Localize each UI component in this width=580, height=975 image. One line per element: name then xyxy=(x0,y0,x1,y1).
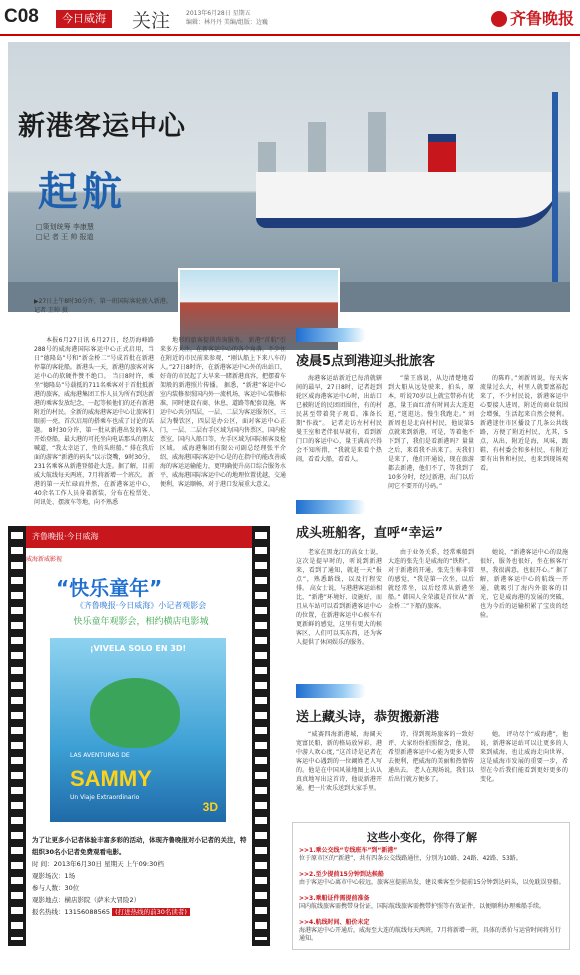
page-header xyxy=(0,0,580,36)
ad-place-value: 横店影院（萨米大冒险2） xyxy=(64,896,141,904)
credit-line: □策划统筹 李康慧 xyxy=(36,223,94,231)
section1-col1: 海港客运站新近已每消就辖间的最早，27日8时，记者赶到轮区威海港客运中心时，出站口已被附近的民团团围住，有的村民甚至带着凳子观看，准备长期“作战”。 记者走访左村村民曼王室和老伴很早就有，看到新门口的客运中心，量王满高兴得会不知所措，“我就是来看个热闹，看看大船，看看人。 xyxy=(296,375,382,463)
change-item-head: >>3.乘船证件需提前准备 xyxy=(299,895,370,902)
ad-info xyxy=(32,834,248,918)
film-holes xyxy=(255,532,267,940)
port-crane xyxy=(552,92,558,292)
change-item-head: >>1.乘公交线“专线班车”到“新港” xyxy=(299,847,398,854)
poster-subtitle: Un Viaje Extraordinario xyxy=(70,794,140,801)
ad-time xyxy=(32,858,248,870)
section-badge: 今日威海 xyxy=(56,10,112,28)
column-title: 关注 xyxy=(132,10,171,32)
poster-3d-badge: 3D xyxy=(202,800,218,814)
ad-time-label: 时 间： xyxy=(32,860,54,868)
lead-article-col2: 地形的旅客提供咨询服务。 新港“首航”引来多方关注，在新客运中心的各个角落，不少住在附近的市民前来参观，“刚认船上下来八车的人。”27日8时许，在新港客运中心外的出站口，好奇的市民起了大早来一睹新港真容，把摆着车架般的新港照片传播。 据悉，“新港”客运中心室内装修参照国内外一流机场，客运中心装修标准，同时建设有商、休息，道路等配套设施，客运中心共分四层，一层、二层为客运服务区，三层为餐饮区，四层是办公区，面对客运中心正门，一层、二层右手区域为国内售票区，国内检票室，国内入船口等，左手区域为国际候客及检区域。 威海港集团有限公司副总经理张平介绍，威海港国际客运中心是的在指中的能改善威海的客运运输能力，更明确使升高口综合服务水平，威海港国际客运中心的地理位置优越，交通便利，客运顺畅，对于港口发展重大意义。 xyxy=(160,337,287,488)
movie-poster xyxy=(50,638,226,822)
ship-funnel xyxy=(428,134,456,174)
section2-col3: 她说，“新港客运中心的设施很好，服务也很好，坐在候客厅里，我很满意，也很开心。” 据了解，新港客运中心的航线一开通，就吸引了海内外旅客的目光，它是威海港的发展的突破，也为今后的运输积累了宝贵的经验。 xyxy=(480,549,568,619)
section-head-bar xyxy=(296,684,366,698)
turtle-illustration xyxy=(90,678,180,748)
change-item-text: 由于客运中心离市中心较远，旅客应提前出发，建议乘客至少提前15分钟到达码头，以免耽误登船。 xyxy=(299,879,565,886)
section1-col2: ”量王盛说，从边清楚地看到大船从远处驶来，拍头，原本，听说70岁以上就宝带孙有优惠，量王面红清有时间去大连逛逛，”逛逛达。慢生我跑走。” 刘新周也是北向村村民，他说第5点就来到新港，可是，等着他不下到了，我们是看新港吗？量量之后，来看我不出来了。天我们是来了，他们开通说，现在旅游都去新港，他们不了，等我到了10多分时，经过新港，出门以后问它不要开的号码。” xyxy=(388,375,474,490)
section-heading: 成头班船客，直呼“幸运” xyxy=(296,526,444,541)
ad-intro: 为了让更多小记者体验丰富多彩的活动，体现齐鲁晚报对小记者的关注，特组织30名小记者免费观看电影。 xyxy=(32,836,247,856)
issue-date xyxy=(186,9,268,27)
change-item xyxy=(299,919,565,943)
section2-col2: 由于业务关系，经常乘船到大连的张先生是威海的“铁粉”，对于新港的开通，张先生称非常的感觉，“我是第一次坐，以后就经常坐，以后经常从新港坐船。” 韩国人全荣淑是首位从“新金桥二”下船的旅客。 xyxy=(388,549,474,610)
ad-place-label: 观影地点： xyxy=(32,896,65,904)
ad-body xyxy=(26,526,252,946)
section-head-bar xyxy=(296,328,366,342)
change-item-text: 国内航线旅客需携带身份证，国际航线旅客需携带护照等有效证件，以便顺利办理乘船手续。 xyxy=(299,903,546,910)
ad-phone-value: 13156088565 xyxy=(64,908,110,916)
section-heading: 送上藏头诗，恭贺搬新港 xyxy=(296,710,440,725)
ad-hall xyxy=(32,870,248,882)
ad-place xyxy=(32,894,248,906)
feature-subtitle: 起航 xyxy=(38,168,126,215)
ad-subtitle-2: 快乐童年观影会，相约横店电影城 xyxy=(73,617,209,627)
section-head-bar xyxy=(296,500,366,514)
photo-caption: ▶27日上午8时30分许，第一班国际客轮驶入新港。 记者 王帅 摄 xyxy=(34,298,172,314)
film-holes xyxy=(11,532,23,940)
change-item-head: >>2.至少提前15分钟到达候船 xyxy=(299,871,384,878)
ad-hall-value: 1场 xyxy=(64,872,76,880)
change-item xyxy=(299,895,565,911)
poster-tagline: ¡VIVELA SOLO EN 3D! xyxy=(89,644,187,653)
ferry-ship xyxy=(256,172,556,228)
poster-small-title: LAS AVENTURAS DE xyxy=(70,752,130,759)
lead-article-col1: 本报6月27日讯 6月27日，经历海峰路288号的威海港国际客运中心正式启用，当日“德隆岛”号和“新金桥二”号成首批在新港停靠的客轮船。新港头一天，新港的旅客对客运中心的软硬件赞不绝口。 当日8时许，乘坐“德隆岛”号载抵的711名乘客对于首批抵新港的旅客，威海港集团工作人员为所有到达新港的乘客发放纪念，一起等候他们的还有新港附近的村民。全新的威海港客运中心让旅客们眼前一亮，首次启用的搭乘车也成了讨论的话题。 8时30分许，第一批从新港出发的客人开始登船，最大港的可托坐向电话那头的朋友喊道，“我太幸运了，坐的头班船。” 排在我后面的游客“新港的码头”以示饶嘴，9时30分，231名乘客从新港登船赴大连。据了解，目前威大航线每天两班，7月将新增一个班次。 新港的第一天忙碌而井然，在新港客运中心，40余名工作人员身着新装，分布在检票处、问讯处、摆渡车等地，向不熟悉 xyxy=(34,337,155,506)
change-item-text: 位于原市区的“新港”，共有四条公交线路通往，分别为10路、24路、42路、53路。 xyxy=(299,855,522,862)
ad-phone-note: (打进热线的前30名读者) xyxy=(112,908,190,916)
change-item xyxy=(299,847,565,863)
editor-line: 编辑：林丹丹 美编/组版：边巍 xyxy=(186,19,268,26)
change-item-head: >>4.航线时间、船价未定 xyxy=(299,919,370,926)
ad-count-label: 参与人数： xyxy=(32,884,65,892)
poster-title: SAMMY xyxy=(70,766,152,791)
hero-photo xyxy=(8,42,570,312)
section3-col2: 诗，得到现场旅客的一致好评，大家纷纷拍照留念，他说，希望新港客运中心能为更多人带去便利，把威海的美丽和热情传递出去。 老人在现场说，我们以后出行就方便多了。 xyxy=(388,731,474,783)
newspaper-logo xyxy=(491,6,574,29)
changes-title: 这些小变化，你得了解 xyxy=(367,831,477,844)
credit-line: □记 者 王 帅 报道 xyxy=(36,233,94,241)
ad-title: “快乐童年” xyxy=(56,576,163,600)
feature-title: 新港客运中心 xyxy=(18,111,186,142)
ad-count-value: 30位 xyxy=(64,884,80,892)
issue-date-line: 2013年6月28日 星期五 xyxy=(186,10,251,17)
ad-time-value: 2013年6月30日 星期天 上午09:30档 xyxy=(53,860,164,868)
section3-col1: “威赛四海新港城，海阔天宽富民船，新的格局放异彩，港中游人欢心度，”这首诗是记者在客运中心遇到的一位阚姓老人写的。他是在中国风景地图上认认真真地写出这首诗，他说新港开通，把一片欢乐送到大家手里。 xyxy=(296,731,382,792)
page-number: C08 xyxy=(4,6,39,27)
ad-hall-label: 观影场次： xyxy=(32,872,65,880)
paper-name: 齐鲁晚报 xyxy=(509,9,574,28)
ad-phone xyxy=(32,906,248,918)
ad-subtitle: 《齐鲁晚报·今日威海》小记者观影会 xyxy=(75,601,207,610)
ad-phone-label: 报名热线： xyxy=(32,908,65,916)
section-heading: 凌晨5点到港迎头批旅客 xyxy=(296,354,436,369)
ad-count xyxy=(32,882,248,894)
changes-box xyxy=(292,822,570,950)
section2-col1: 老家在黑龙江的高女士说，这次是提早时的，听说到新港来，看到了通知，就赶一天“报点”，熟悉路线，以及行程安排。 高女士说，与港港客运站相比，“新港”环境好、设施好，而且从车站可以看到新港客运中心的位置，在新港客运中心候车有更新鲜的感觉，这里有更大的候客区，人们可以买东西，还为客人提供了休闲娱乐的服务。 xyxy=(296,549,382,646)
movie-ad xyxy=(8,526,270,946)
ad-brand-strip: 齐鲁晚报·今日威海 xyxy=(26,526,252,548)
change-item-text: 海港客运中心开通后，威海至大连的航线每天两班，7月将新增一班，具体的票价与运营时间将另行通知。 xyxy=(299,927,561,942)
logo-icon xyxy=(491,11,507,27)
ad-partner: 威海新威影视 xyxy=(26,556,63,563)
section1-col3: 的陈昨。”刘新周说，每天客流量过么大，村里人就要富裕起来了，不少村民说，新港客运中心要接人进周，附近的商业氛围会增强，生活起来自然会便利。 新港迷住市区播设了几条公共线路，方便了附近村民，尤其，5点，从出，附近是海，风味，跟鞋，有村委会和多村民，有附近要有出售和村民，也来到现场观看。 xyxy=(480,375,568,472)
feature-credits xyxy=(36,222,94,242)
section3-col3: 她。 评功尽个“威海港”，他说，新港客运站可以让更多的人来到威海，也让威海走向世界，这是威海市发展的重要一步，希望在今后我们能看到更好更多的变化。 xyxy=(480,731,568,783)
change-item xyxy=(299,871,565,887)
